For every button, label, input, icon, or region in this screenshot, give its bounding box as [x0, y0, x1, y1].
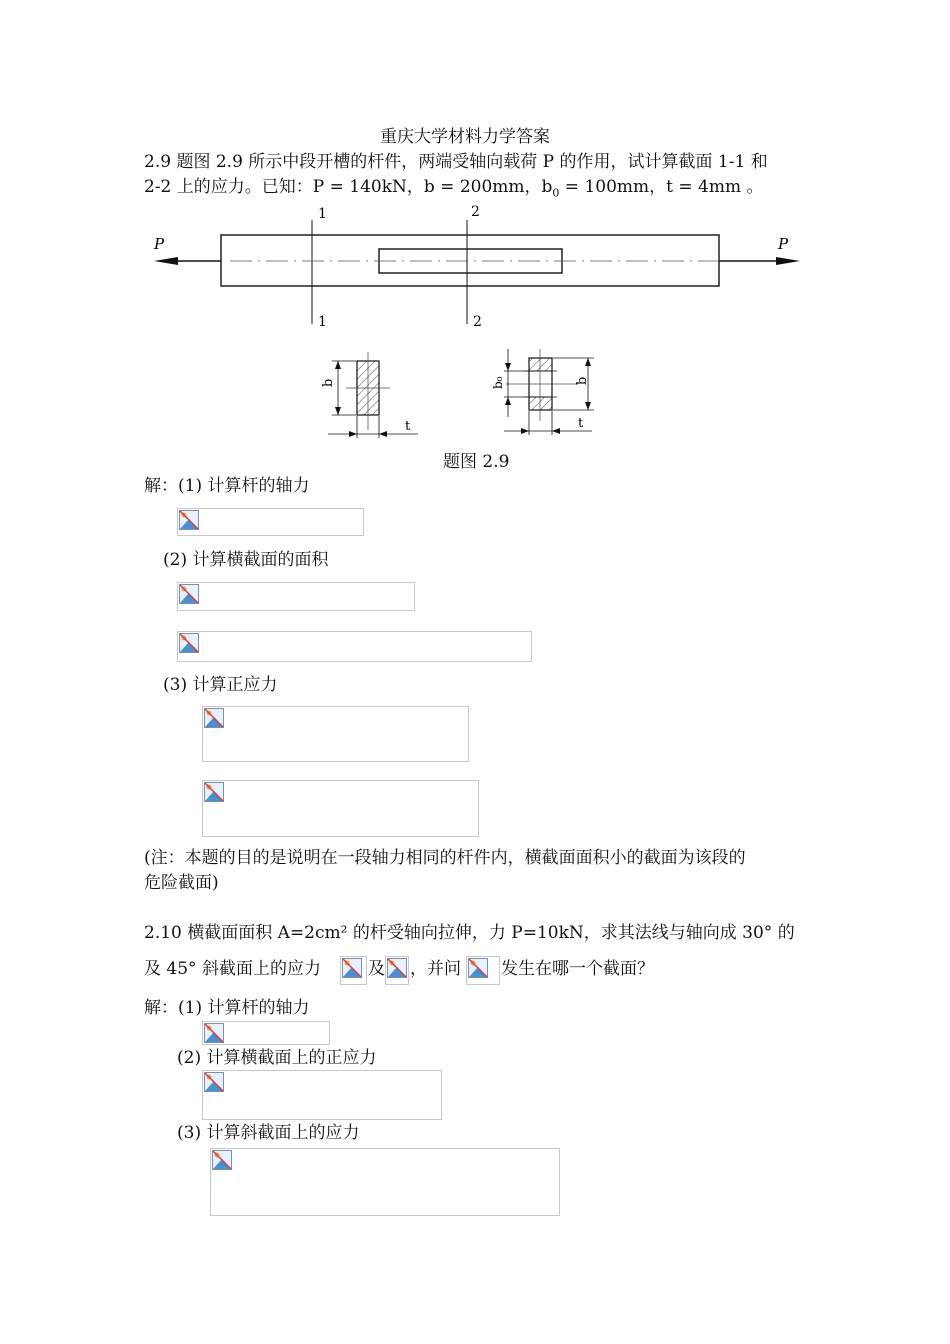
problem-2-10-line2a: 及 45° 斜截面上的应力	[144, 959, 321, 979]
problem-2-10-line2d: 发生在哪一个截面？	[501, 959, 654, 979]
section-1-bottom-label: 1	[318, 314, 327, 330]
broken-image-icon	[204, 1072, 224, 1092]
dim-t-label: t	[405, 419, 411, 434]
formula-image	[202, 706, 469, 762]
broken-image-icon	[342, 958, 362, 978]
formula-image	[210, 1148, 560, 1216]
note-line1: (注：本题的目的是说明在一段轴力相同的杆件内，横截面面积小的截面为该段的	[144, 848, 746, 868]
subscript-zero: 0	[552, 186, 560, 200]
broken-image-icon	[179, 584, 199, 604]
section-2-top-label: 2	[471, 204, 480, 220]
problem-2-10-line1: 2.10 横截面面积 A=2cm² 的杆受轴向拉伸，力 P=10kN，求其法线与轴向成 30° 的	[144, 923, 795, 943]
formula-image	[202, 1070, 442, 1120]
force-label-left: P	[154, 235, 165, 253]
broken-image-icon	[204, 708, 224, 728]
right-arrowhead	[776, 257, 800, 265]
left-arrowhead	[154, 257, 178, 265]
solution-2-9-step1: 解：(1) 计算杆的轴力	[144, 476, 310, 496]
page-title: 重庆大学材料力学答案	[380, 127, 550, 147]
dim-b0-label: b₀	[491, 376, 505, 389]
formula-image	[202, 1021, 330, 1045]
cross-section-2-figure	[486, 345, 606, 437]
problem-2-10-line2c: ，并问	[410, 959, 461, 979]
cross-section-1-figure	[318, 350, 428, 442]
force-label-right: P	[778, 235, 789, 253]
solution-2-10-step1: 解：(1) 计算杆的轴力	[144, 998, 310, 1018]
solution-2-9-step2: (2) 计算横截面的面积	[163, 550, 329, 570]
inline-formula-image	[385, 956, 409, 985]
problem-2-10-line2b: 及	[368, 959, 385, 979]
formula-image	[177, 508, 364, 536]
inline-formula-image	[340, 956, 367, 985]
problem-2-9-line1: 2.9 题图 2.9 所示中段开槽的杆件，两端受轴向载荷 P 的作用，试计算截面 1-1 和	[144, 152, 768, 172]
dim-t2-label: t	[578, 416, 584, 431]
broken-image-icon	[179, 510, 199, 530]
bar-outline	[221, 235, 719, 286]
broken-image-icon	[468, 958, 488, 978]
given-values-rest: = 100mm，t = 4mm 。	[559, 177, 764, 197]
section-1-top-label: 1	[318, 206, 327, 222]
broken-image-icon	[387, 958, 407, 978]
section-2-bottom-label: 2	[473, 314, 482, 330]
inline-formula-image	[466, 956, 500, 985]
formula-image	[202, 780, 479, 837]
formula-image	[177, 582, 415, 611]
broken-image-icon	[179, 633, 199, 653]
broken-image-icon	[212, 1150, 232, 1170]
note-line2: 危险截面)	[144, 873, 219, 893]
solution-2-10-step2: (2) 计算横截面上的正应力	[177, 1048, 377, 1068]
dim-b2-label: b	[575, 376, 590, 385]
broken-image-icon	[204, 782, 224, 802]
bar-figure	[140, 200, 820, 335]
broken-image-icon	[204, 1023, 224, 1043]
given-values: P = 140kN，b = 200mm，b	[312, 177, 553, 197]
problem-2-9-line2-prefix: 2-2 上的应力。已知：	[144, 177, 313, 197]
solution-2-9-step3: (3) 计算正应力	[163, 675, 278, 695]
dim-b-label: b	[321, 378, 336, 387]
figure-caption: 题图 2.9	[443, 452, 510, 472]
formula-image	[177, 631, 532, 662]
solution-2-10-step3: (3) 计算斜截面上的应力	[177, 1123, 360, 1143]
